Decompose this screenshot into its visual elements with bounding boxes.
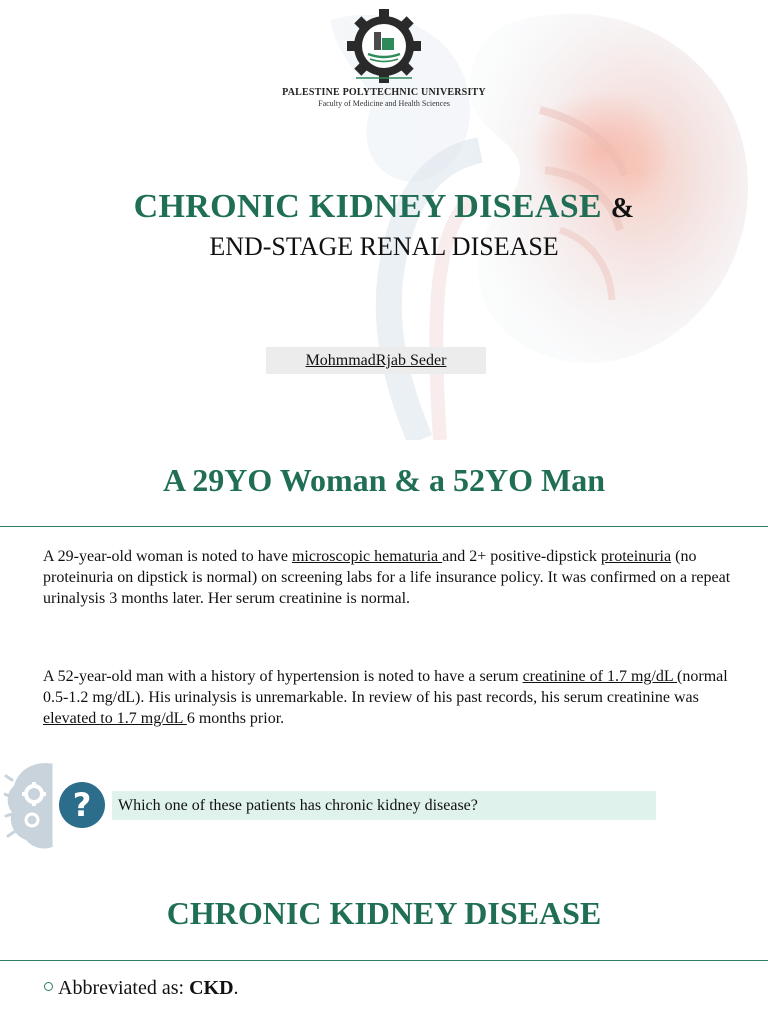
- question-mark-icon: ?: [59, 782, 105, 828]
- bullet-suffix: .: [233, 977, 239, 999]
- case2-underlined-elevated: elevated to 1.7 mg/dL: [43, 710, 187, 727]
- bullet-ckd: CKD: [189, 977, 234, 999]
- ckd-title: CHRONIC KIDNEY DISEASE: [166, 895, 602, 931]
- case2-underlined-creatinine: creatinine of 1.7 mg/dL: [522, 668, 678, 685]
- university-name: PALESTINE POLYTECHNIC UNIVERSITY: [282, 87, 486, 98]
- case1-underlined-proteinuria: proteinuria: [600, 548, 672, 565]
- title-ampersand: &: [610, 193, 635, 224]
- brain-gears-icon: [4, 756, 60, 856]
- case1-text-3: (no proteinuria on dipstick is normal) on screening labs for a life insurance policy. It was confirmed on a repeat urinalysis 3 months later. Her serum creatinine is normal.: [43, 548, 731, 607]
- case1-text-1: A 29-year-old woman is noted to have: [43, 548, 292, 565]
- title-slide: [0, 0, 768, 440]
- subtitle: END-STAGE RENAL DISEASE: [209, 232, 559, 261]
- bullet-prefix: Abbreviated as:: [58, 977, 190, 999]
- circle-bullet-icon: [44, 982, 53, 991]
- university-logo-gear-icon: [346, 8, 422, 84]
- question-box: Which one of these patients has chronic kidney disease?: [112, 791, 656, 820]
- section-divider: [0, 526, 768, 527]
- main-title: [0, 188, 768, 226]
- faculty-name: Faculty of Medicine and Health Sciences: [318, 99, 450, 108]
- main-title-text: CHRONIC KIDNEY DISEASE: [133, 188, 602, 225]
- section-divider-2: [0, 960, 768, 961]
- case2-text-1: A 52-year-old man with a history of hypertension is noted to have a serum: [43, 668, 523, 685]
- case1-text-2: and 2+ positive-dipstick: [442, 548, 601, 565]
- case2-text-3: 6 months prior.: [186, 710, 285, 727]
- case-woman-paragraph: [43, 546, 733, 609]
- author-name: MohmmadRjab Seder: [266, 347, 486, 374]
- cases-title: A 29YO Woman & a 52YO Man: [162, 462, 606, 498]
- bullet-abbreviation: [44, 977, 239, 1000]
- case1-underlined-hematuria: microscopic hematuria: [291, 548, 443, 565]
- case-man-paragraph: [43, 666, 733, 729]
- case2-text-2: (normal 0.5-1.2 mg/dL). His urinalysis is unremarkable. In review of his past records, his serum creatinine was: [43, 668, 728, 706]
